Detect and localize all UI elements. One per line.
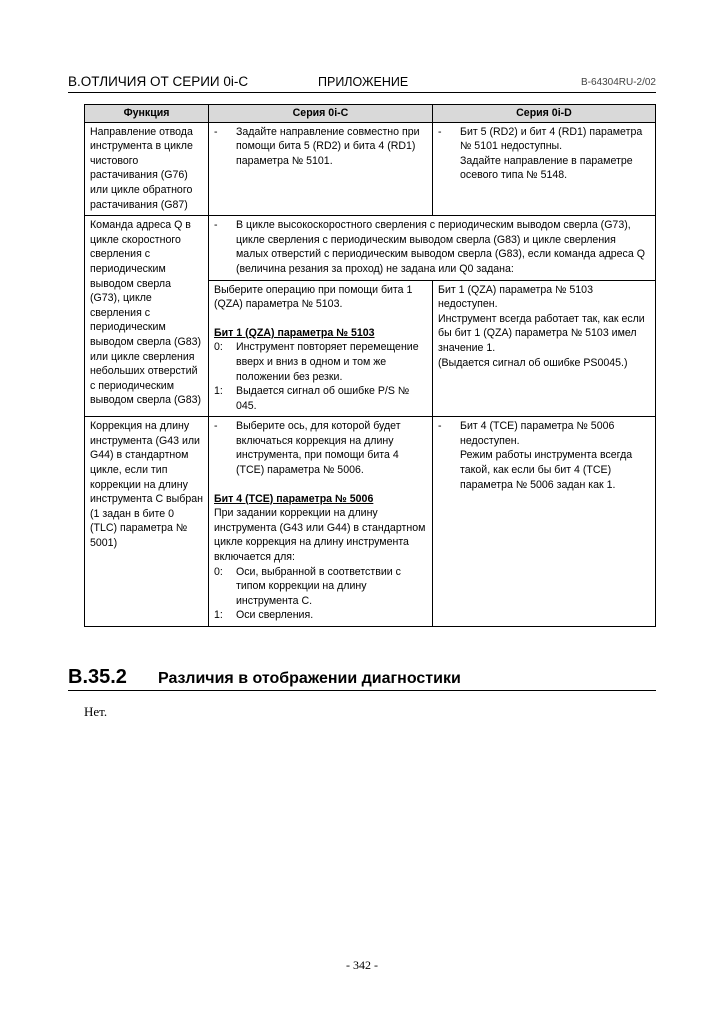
row3-function: Коррекция на длину инструмента (G43 или G44) в стандартном цикле, если тип коррекции на длину инструмента C выбран (1 задан в бите 0 (TLC) параметра № 5001) <box>85 417 209 627</box>
dash-marker: - <box>438 125 442 138</box>
table-header-row <box>85 105 656 123</box>
row2-series-d <box>433 280 656 417</box>
row2-series-c <box>209 280 433 417</box>
row1-d-text: Бит 5 (RD2) и бит 4 (RD1) параметра № 5101 недоступны. Задайте направление в параметре осевого типа № 5148. <box>460 125 643 182</box>
table-row <box>85 122 656 216</box>
header-series-d: Серия 0i-D <box>433 105 656 123</box>
section-heading <box>68 666 656 691</box>
row3-c-item-0: Оси, выбранной в соответствии с типом коррекции на длину инструмента C. <box>236 565 401 607</box>
row2-function: Команда адреса Q в цикле скоростного сверления с периодическим выводом сверла (G73), цикле сверления с периодическим выводом сверла (G83) или цикле сверления небольших отверстий с периодическим выводом сверла (G83) <box>85 216 209 417</box>
row2-c-item-1: Выдается сигнал об ошибке P/S № 045. <box>236 385 410 412</box>
item-marker: 0: <box>214 565 223 578</box>
row3-c-subtitle: Бит 4 (TCE) параметра № 5006 <box>214 492 374 505</box>
row3-series-c <box>209 417 433 627</box>
comparison-table <box>84 104 656 627</box>
item-marker: 1: <box>214 609 223 622</box>
dash-marker: - <box>214 125 218 138</box>
header-appendix: ПРИЛОЖЕНИЕ <box>318 75 409 89</box>
row1-series-d <box>433 122 656 216</box>
header-chapter: B.ОТЛИЧИЯ ОТ СЕРИИ 0i-C <box>68 74 249 89</box>
dash-marker: - <box>438 420 442 433</box>
row2-common <box>209 216 656 280</box>
page-header <box>68 74 656 93</box>
section-body: Нет. <box>84 704 108 719</box>
header-doc-number: B-64304RU-2/02 <box>580 77 656 88</box>
page-number: - 342 - <box>346 958 378 972</box>
row3-series-d <box>433 417 656 627</box>
row3-d-text: Бит 4 (TCE) параметра № 5006 недоступен. Режим работы инструмента всегда такой, как если бы бит 4 (TCE) параметра № 5006 задан как 1. <box>460 420 633 491</box>
item-marker: 0: <box>214 341 223 354</box>
row2-c-item-0: Инструмент повторяет перемещение вверх и вниз в одном и том же положении без резки. <box>236 341 419 383</box>
section-number: B.35.2 <box>68 666 127 688</box>
row2-c-subtitle: Бит 1 (QZA) параметра № 5103 <box>214 326 375 339</box>
dash-marker: - <box>214 420 218 433</box>
header-series-c: Серия 0i-C <box>209 105 433 123</box>
row3-c-item-1: Оси сверления. <box>236 609 314 622</box>
row1-series-c <box>209 122 433 216</box>
item-marker: 1: <box>214 385 223 398</box>
row1-c-text: Задайте направление совместно при помощи бита 5 (RD2) и бита 4 (RD1) параметра № 5101. <box>236 125 420 167</box>
row2-d-text: Бит 1 (QZA) параметра № 5103 недоступен. Инструмент всегда работает так, как если бы бит 1 (QZA) параметра № 5103 имел значение 1. (Выдается сигнал об ошибке PS0045.) <box>438 283 645 369</box>
table-row <box>85 417 656 627</box>
row2-c-intro: Выберите операцию при помощи бита 1 (QZA) параметра № 5103. <box>214 283 413 311</box>
row1-function: Направление отвода инструмента в цикле чистового растачивания (G76) или цикле обратного растачивания (G87) <box>85 122 209 216</box>
row3-c-text: Выберите ось, для которой будет включаться коррекция на длину инструмента, при помощи бита 4 (TCE) параметра № 5006. <box>236 420 401 477</box>
row2-common-text: В цикле высокоскоростного сверления с периодическим выводом сверла (G73), цикле сверления с периодическим выводом сверла (G83) и цикле сверления малых отверстий с периодическим выводом сверла (G83), если команда адреса Q (величина резания за проход) не задана или Q0 задана: <box>236 219 645 275</box>
section-title: Различия в отображении диагностики <box>158 670 461 687</box>
table-row <box>85 216 656 280</box>
dash-marker: - <box>214 219 218 232</box>
row3-c-para: При задании коррекции на длину инструмента (G43 или G44) в стандартном цикле коррекция на длину инструмента включается для: <box>214 507 426 564</box>
header-function: Функция <box>85 105 209 123</box>
